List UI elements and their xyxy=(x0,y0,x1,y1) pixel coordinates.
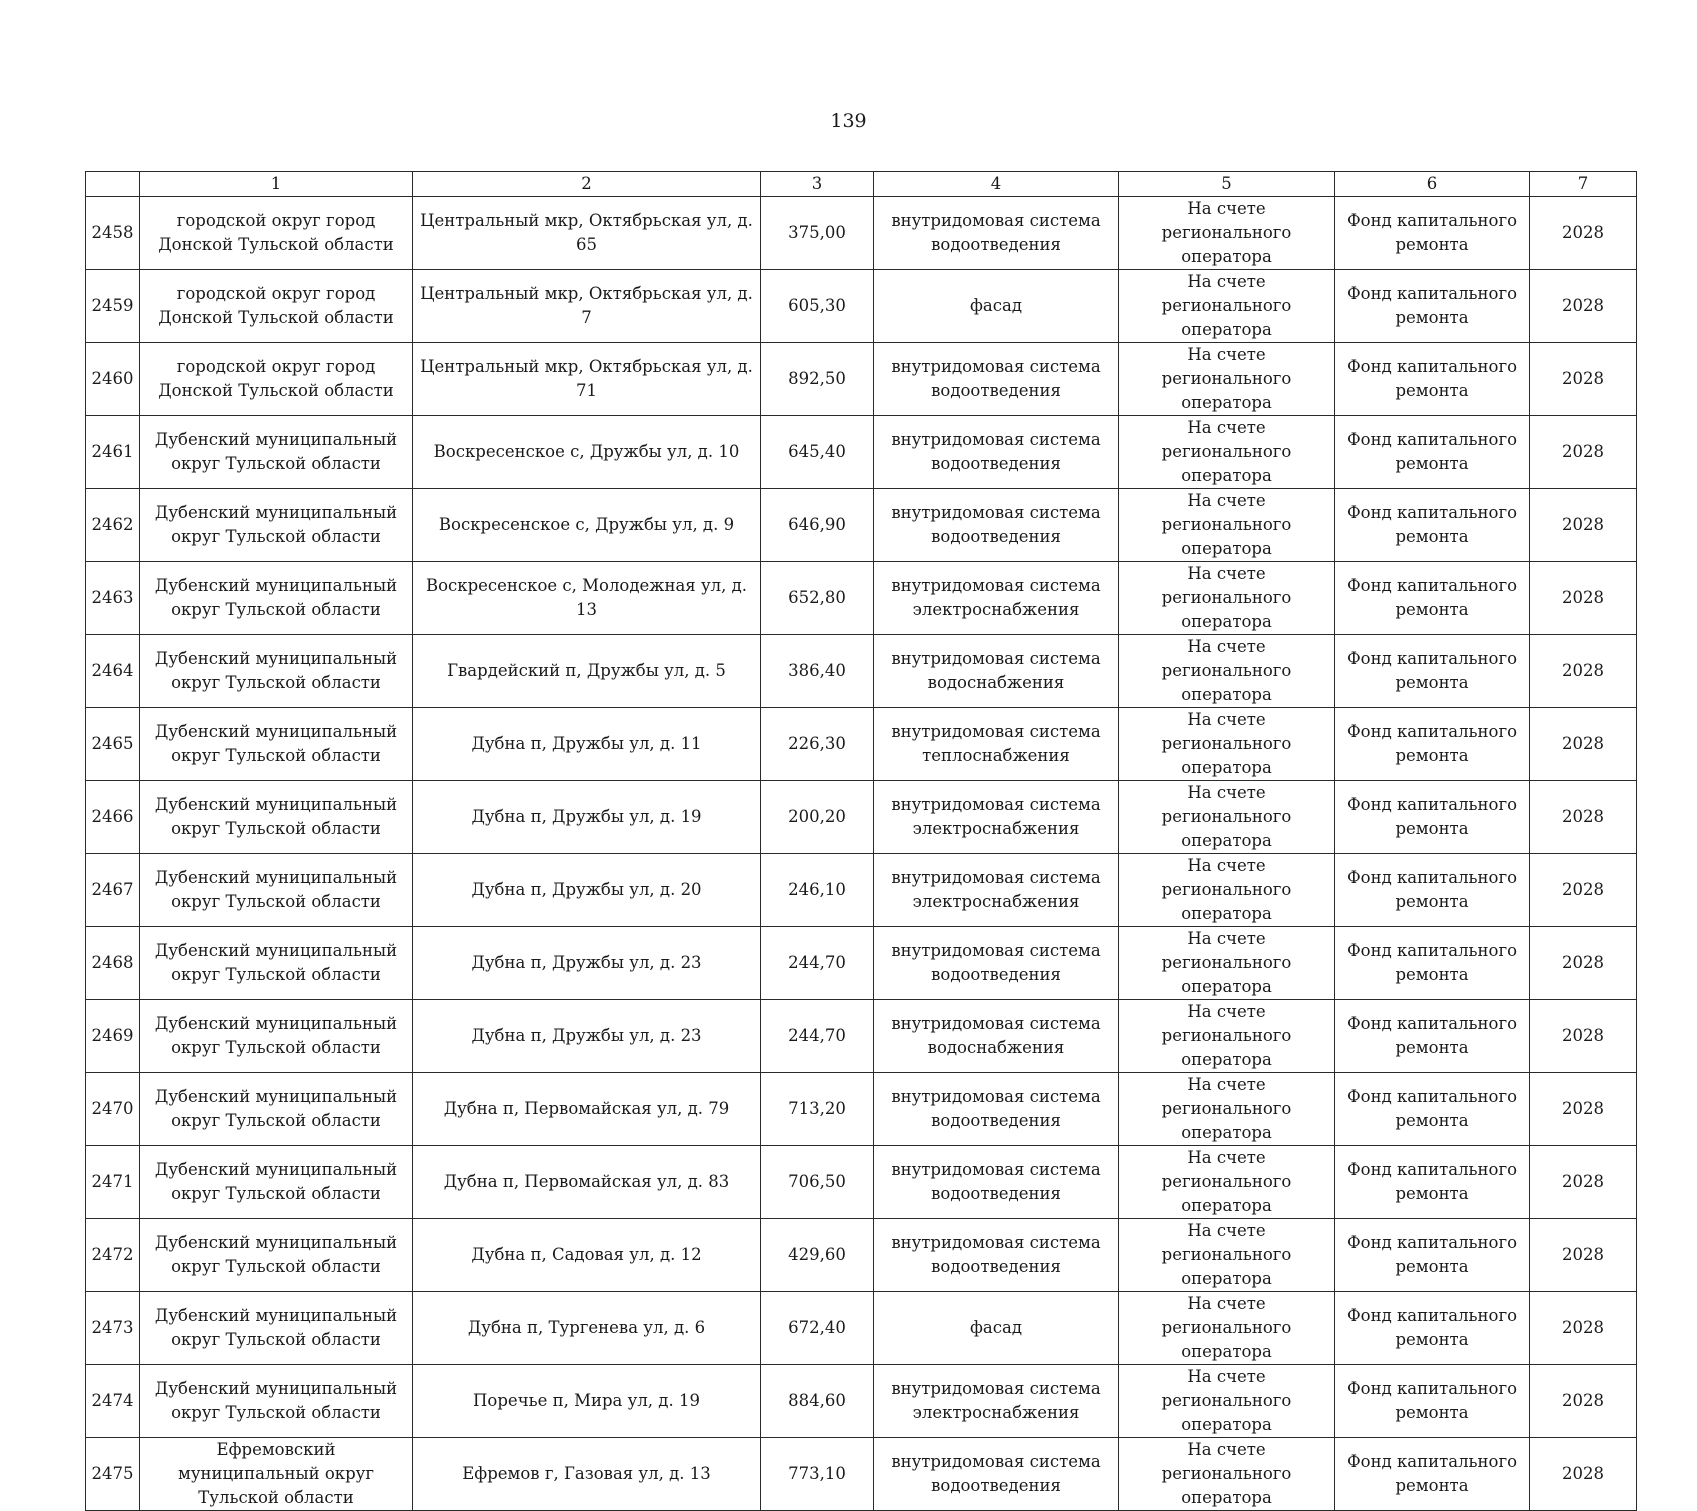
table-row xyxy=(86,1365,1637,1438)
account-cell: На счете регионального оператора xyxy=(1119,197,1335,270)
funding-source-cell: Фонд капитального ремонта xyxy=(1335,1000,1530,1073)
row-number-cell: 2472 xyxy=(86,1219,140,1292)
account-cell: На счете регионального оператора xyxy=(1119,1219,1335,1292)
address-cell: Дубна п, Тургенева ул, д. 6 xyxy=(413,1292,761,1365)
area-cell: 605,30 xyxy=(761,270,874,343)
table-header-row xyxy=(86,172,1637,197)
address-cell: Дубна п, Дружбы ул, д. 23 xyxy=(413,1000,761,1073)
area-cell: 884,60 xyxy=(761,1365,874,1438)
column-header-6: 6 xyxy=(1335,172,1530,197)
work-type-cell: внутридомовая система электроснабжения xyxy=(874,1365,1119,1438)
funding-source-cell: Фонд капитального ремонта xyxy=(1335,1365,1530,1438)
row-number-cell: 2471 xyxy=(86,1146,140,1219)
account-cell: На счете регионального оператора xyxy=(1119,1438,1335,1511)
account-cell: На счете регионального оператора xyxy=(1119,1292,1335,1365)
funding-source-cell: Фонд капитального ремонта xyxy=(1335,708,1530,781)
account-cell: На счете регионального оператора xyxy=(1119,562,1335,635)
row-number-cell: 2474 xyxy=(86,1365,140,1438)
column-header-5: 5 xyxy=(1119,172,1335,197)
address-cell: Дубна п, Первомайская ул, д. 79 xyxy=(413,1073,761,1146)
account-cell: На счете регионального оператора xyxy=(1119,781,1335,854)
funding-source-cell: Фонд капитального ремонта xyxy=(1335,416,1530,489)
year-cell: 2028 xyxy=(1530,1292,1637,1365)
municipality-cell: Дубенский муниципальный округ Тульской области xyxy=(140,1219,413,1292)
row-number-cell: 2473 xyxy=(86,1292,140,1365)
address-cell: Центральный мкр, Октябрьская ул, д. 65 xyxy=(413,197,761,270)
account-cell: На счете регионального оператора xyxy=(1119,489,1335,562)
row-number-cell: 2469 xyxy=(86,1000,140,1073)
funding-source-cell: Фонд капитального ремонта xyxy=(1335,927,1530,1000)
table-row xyxy=(86,1146,1637,1219)
account-cell: На счете регионального оператора xyxy=(1119,1146,1335,1219)
row-number-cell: 2466 xyxy=(86,781,140,854)
address-cell: Дубна п, Дружбы ул, д. 19 xyxy=(413,781,761,854)
account-cell: На счете регионального оператора xyxy=(1119,1073,1335,1146)
account-cell: На счете регионального оператора xyxy=(1119,416,1335,489)
municipality-cell: Дубенский муниципальный округ Тульской области xyxy=(140,854,413,927)
year-cell: 2028 xyxy=(1530,708,1637,781)
table-row xyxy=(86,489,1637,562)
year-cell: 2028 xyxy=(1530,489,1637,562)
account-cell: На счете регионального оператора xyxy=(1119,927,1335,1000)
municipality-cell: Дубенский муниципальный округ Тульской области xyxy=(140,1073,413,1146)
funding-source-cell: Фонд капитального ремонта xyxy=(1335,635,1530,708)
year-cell: 2028 xyxy=(1530,635,1637,708)
municipality-cell: Дубенский муниципальный округ Тульской области xyxy=(140,489,413,562)
area-cell: 652,80 xyxy=(761,562,874,635)
funding-source-cell: Фонд капитального ремонта xyxy=(1335,343,1530,416)
work-type-cell: внутридомовая система водоотведения xyxy=(874,927,1119,1000)
table-row xyxy=(86,708,1637,781)
municipality-cell: Дубенский муниципальный округ Тульской области xyxy=(140,1365,413,1438)
address-cell: Дубна п, Первомайская ул, д. 83 xyxy=(413,1146,761,1219)
address-cell: Ефремов г, Газовая ул, д. 13 xyxy=(413,1438,761,1511)
table-row xyxy=(86,1219,1637,1292)
registry-table xyxy=(85,171,1637,1511)
row-number-cell: 2465 xyxy=(86,708,140,781)
table-row xyxy=(86,854,1637,927)
municipality-cell: Дубенский муниципальный округ Тульской области xyxy=(140,708,413,781)
table-row xyxy=(86,1000,1637,1073)
work-type-cell: внутридомовая система водоотведения xyxy=(874,197,1119,270)
column-header-2: 2 xyxy=(413,172,761,197)
municipality-cell: Дубенский муниципальный округ Тульской области xyxy=(140,1000,413,1073)
work-type-cell: внутридомовая система электроснабжения xyxy=(874,854,1119,927)
table-row xyxy=(86,416,1637,489)
year-cell: 2028 xyxy=(1530,927,1637,1000)
work-type-cell: внутридомовая система теплоснабжения xyxy=(874,708,1119,781)
address-cell: Воскресенское с, Дружбы ул, д. 9 xyxy=(413,489,761,562)
year-cell: 2028 xyxy=(1530,1146,1637,1219)
municipality-cell: Дубенский муниципальный округ Тульской области xyxy=(140,781,413,854)
funding-source-cell: Фонд капитального ремонта xyxy=(1335,270,1530,343)
funding-source-cell: Фонд капитального ремонта xyxy=(1335,1438,1530,1511)
area-cell: 773,10 xyxy=(761,1438,874,1511)
year-cell: 2028 xyxy=(1530,1365,1637,1438)
account-cell: На счете регионального оператора xyxy=(1119,1000,1335,1073)
funding-source-cell: Фонд капитального ремонта xyxy=(1335,1292,1530,1365)
column-header-number xyxy=(86,172,140,197)
funding-source-cell: Фонд капитального ремонта xyxy=(1335,854,1530,927)
funding-source-cell: Фонд капитального ремонта xyxy=(1335,781,1530,854)
address-cell: Гвардейский п, Дружбы ул, д. 5 xyxy=(413,635,761,708)
row-number-cell: 2470 xyxy=(86,1073,140,1146)
area-cell: 246,10 xyxy=(761,854,874,927)
area-cell: 226,30 xyxy=(761,708,874,781)
work-type-cell: фасад xyxy=(874,270,1119,343)
funding-source-cell: Фонд капитального ремонта xyxy=(1335,1073,1530,1146)
address-cell: Дубна п, Дружбы ул, д. 20 xyxy=(413,854,761,927)
year-cell: 2028 xyxy=(1530,1219,1637,1292)
year-cell: 2028 xyxy=(1530,1438,1637,1511)
year-cell: 2028 xyxy=(1530,197,1637,270)
row-number-cell: 2463 xyxy=(86,562,140,635)
column-header-7: 7 xyxy=(1530,172,1637,197)
municipality-cell: Дубенский муниципальный округ Тульской области xyxy=(140,1292,413,1365)
row-number-cell: 2467 xyxy=(86,854,140,927)
work-type-cell: внутридомовая система водоснабжения xyxy=(874,635,1119,708)
work-type-cell: внутридомовая система водоотведения xyxy=(874,1219,1119,1292)
work-type-cell: внутридомовая система водоотведения xyxy=(874,1073,1119,1146)
address-cell: Поречье п, Мира ул, д. 19 xyxy=(413,1365,761,1438)
row-number-cell: 2462 xyxy=(86,489,140,562)
address-cell: Центральный мкр, Октябрьская ул, д. 7 xyxy=(413,270,761,343)
year-cell: 2028 xyxy=(1530,270,1637,343)
area-cell: 713,20 xyxy=(761,1073,874,1146)
table-row xyxy=(86,197,1637,270)
municipality-cell: городской округ город Донской Тульской области xyxy=(140,343,413,416)
year-cell: 2028 xyxy=(1530,781,1637,854)
area-cell: 429,60 xyxy=(761,1219,874,1292)
work-type-cell: внутридомовая система водоотведения xyxy=(874,1438,1119,1511)
municipality-cell: Дубенский муниципальный округ Тульской области xyxy=(140,562,413,635)
column-header-4: 4 xyxy=(874,172,1119,197)
row-number-cell: 2459 xyxy=(86,270,140,343)
account-cell: На счете регионального оператора xyxy=(1119,854,1335,927)
area-cell: 244,70 xyxy=(761,1000,874,1073)
area-cell: 706,50 xyxy=(761,1146,874,1219)
work-type-cell: внутридомовая система водоотведения xyxy=(874,489,1119,562)
address-cell: Дубна п, Дружбы ул, д. 23 xyxy=(413,927,761,1000)
work-type-cell: внутридомовая система водоотведения xyxy=(874,343,1119,416)
municipality-cell: Дубенский муниципальный округ Тульской области xyxy=(140,416,413,489)
work-type-cell: фасад xyxy=(874,1292,1119,1365)
address-cell: Воскресенское с, Дружбы ул, д. 10 xyxy=(413,416,761,489)
account-cell: На счете регионального оператора xyxy=(1119,635,1335,708)
row-number-cell: 2468 xyxy=(86,927,140,1000)
address-cell: Дубна п, Садовая ул, д. 12 xyxy=(413,1219,761,1292)
table-row xyxy=(86,343,1637,416)
year-cell: 2028 xyxy=(1530,562,1637,635)
row-number-cell: 2461 xyxy=(86,416,140,489)
area-cell: 244,70 xyxy=(761,927,874,1000)
work-type-cell: внутридомовая система электроснабжения xyxy=(874,781,1119,854)
row-number-cell: 2475 xyxy=(86,1438,140,1511)
year-cell: 2028 xyxy=(1530,854,1637,927)
table-row xyxy=(86,562,1637,635)
table-row xyxy=(86,1438,1637,1511)
year-cell: 2028 xyxy=(1530,1000,1637,1073)
municipality-cell: Дубенский муниципальный округ Тульской области xyxy=(140,635,413,708)
table-row xyxy=(86,270,1637,343)
area-cell: 375,00 xyxy=(761,197,874,270)
table-row xyxy=(86,781,1637,854)
funding-source-cell: Фонд капитального ремонта xyxy=(1335,489,1530,562)
area-cell: 386,40 xyxy=(761,635,874,708)
work-type-cell: внутридомовая система электроснабжения xyxy=(874,562,1119,635)
row-number-cell: 2464 xyxy=(86,635,140,708)
table-row xyxy=(86,635,1637,708)
account-cell: На счете регионального оператора xyxy=(1119,270,1335,343)
funding-source-cell: Фонд капитального ремонта xyxy=(1335,562,1530,635)
work-type-cell: внутридомовая система водоотведения xyxy=(874,1146,1119,1219)
year-cell: 2028 xyxy=(1530,1073,1637,1146)
area-cell: 645,40 xyxy=(761,416,874,489)
row-number-cell: 2458 xyxy=(86,197,140,270)
work-type-cell: внутридомовая система водоснабжения xyxy=(874,1000,1119,1073)
municipality-cell: Дубенский муниципальный округ Тульской области xyxy=(140,1146,413,1219)
year-cell: 2028 xyxy=(1530,343,1637,416)
account-cell: На счете регионального оператора xyxy=(1119,1365,1335,1438)
area-cell: 646,90 xyxy=(761,489,874,562)
funding-source-cell: Фонд капитального ремонта xyxy=(1335,1219,1530,1292)
municipality-cell: Дубенский муниципальный округ Тульской области xyxy=(140,927,413,1000)
municipality-cell: городской округ город Донской Тульской области xyxy=(140,270,413,343)
funding-source-cell: Фонд капитального ремонта xyxy=(1335,1146,1530,1219)
area-cell: 892,50 xyxy=(761,343,874,416)
year-cell: 2028 xyxy=(1530,416,1637,489)
table-row xyxy=(86,1073,1637,1146)
municipality-cell: городской округ город Донской Тульской области xyxy=(140,197,413,270)
municipality-cell: Ефремовский муниципальный округ Тульской области xyxy=(140,1438,413,1511)
table-body xyxy=(86,197,1637,1511)
address-cell: Центральный мкр, Октябрьская ул, д. 71 xyxy=(413,343,761,416)
area-cell: 200,20 xyxy=(761,781,874,854)
address-cell: Воскресенское с, Молодежная ул, д. 13 xyxy=(413,562,761,635)
work-type-cell: внутридомовая система водоотведения xyxy=(874,416,1119,489)
table-row xyxy=(86,927,1637,1000)
address-cell: Дубна п, Дружбы ул, д. 11 xyxy=(413,708,761,781)
table-row xyxy=(86,1292,1637,1365)
page-number: 139 xyxy=(830,110,867,132)
row-number-cell: 2460 xyxy=(86,343,140,416)
area-cell: 672,40 xyxy=(761,1292,874,1365)
account-cell: На счете регионального оператора xyxy=(1119,343,1335,416)
funding-source-cell: Фонд капитального ремонта xyxy=(1335,197,1530,270)
account-cell: На счете регионального оператора xyxy=(1119,708,1335,781)
column-header-1: 1 xyxy=(140,172,413,197)
column-header-3: 3 xyxy=(761,172,874,197)
